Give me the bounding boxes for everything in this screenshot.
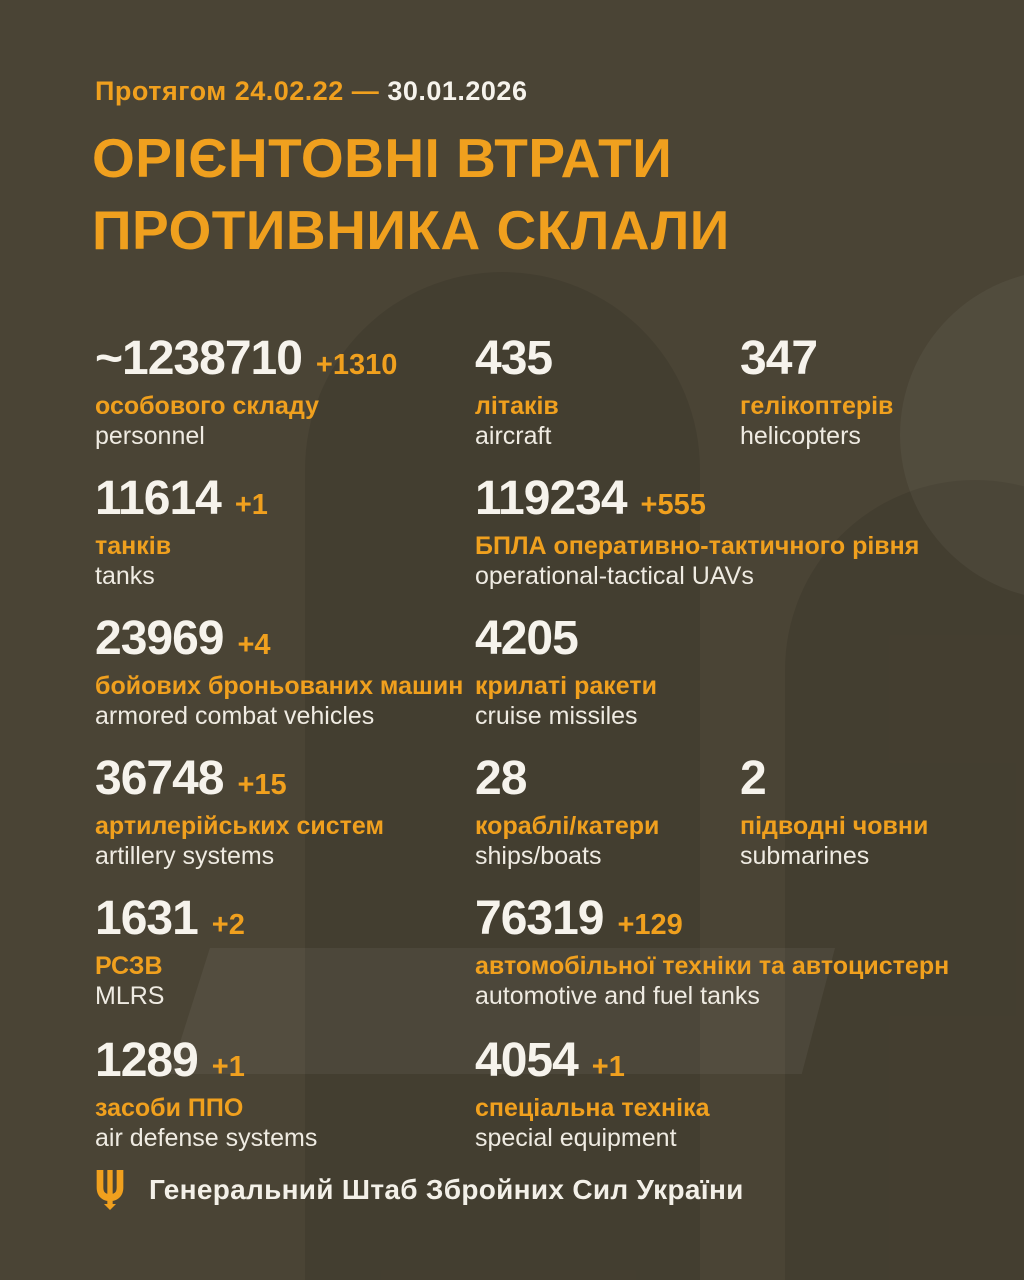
stat-helicopters <box>740 334 893 452</box>
stat-value: 28 <box>475 752 527 805</box>
watermark-trident-right-prong <box>785 480 1024 1280</box>
stat-label-en: special equipment <box>475 1124 677 1153</box>
stat-value: 1289 <box>95 1034 198 1087</box>
stat-label-en: artillery systems <box>95 842 275 871</box>
stat-value: 36748 <box>95 752 224 805</box>
stat-label-uk: гелікоптерів <box>740 392 894 421</box>
stat-label-uk: БПЛА оперативно-тактичного рівня <box>475 532 920 561</box>
stat-label-en: armored combat vehicles <box>95 702 375 731</box>
stat-label-uk: крилаті ракети <box>475 672 657 701</box>
period-prefix: Протягом 24.02.22 — <box>95 76 380 106</box>
stat-label-uk: кораблі/катери <box>475 812 660 841</box>
stat-value: ~1238710 <box>95 332 302 385</box>
stat-label-en: ships/boats <box>475 842 602 871</box>
stat-personnel <box>95 334 397 452</box>
stat-label-uk: літаків <box>475 392 559 421</box>
title-line-1: ОРІЄНТОВНІ ВТРАТИ <box>92 127 673 189</box>
organization-name: Генеральний Штаб Збройних Сил України <box>149 1174 744 1205</box>
stat-delta: +2 <box>211 909 245 941</box>
stat-label-en: tanks <box>95 562 155 591</box>
stat-label-en: helicopters <box>740 422 861 451</box>
stat-aircraft <box>475 334 566 452</box>
stat-value: 347 <box>740 332 818 385</box>
stat-label-en: MLRS <box>95 982 165 1011</box>
stat-delta: +1 <box>591 1051 625 1083</box>
stat-delta: +1 <box>211 1051 245 1083</box>
stat-label-uk: автомобільної техніки та автоцистерн <box>475 952 950 981</box>
reporting-period <box>95 76 527 107</box>
stat-special-equipment <box>475 1036 710 1154</box>
stat-value: 1631 <box>95 892 198 945</box>
stat-value: 4205 <box>475 612 578 665</box>
stat-label-en: submarines <box>740 842 870 871</box>
stat-submarines <box>740 754 928 872</box>
stat-ships <box>475 754 659 872</box>
stat-armored-vehicles <box>95 614 463 732</box>
stat-label-en: personnel <box>95 422 205 451</box>
stat-label-uk: артилерійських систем <box>95 812 384 841</box>
stat-mlrs <box>95 894 245 1012</box>
stat-label-uk: бойових броньованих машин <box>95 672 464 701</box>
stat-air-defense <box>95 1036 317 1154</box>
stat-delta: +15 <box>237 769 287 801</box>
stat-cruise-missiles <box>475 614 657 732</box>
stat-value: 2 <box>740 752 766 805</box>
stat-label-uk: засоби ППО <box>95 1094 244 1123</box>
stat-value: 76319 <box>475 892 604 945</box>
stat-label-uk: танків <box>95 532 172 561</box>
stat-delta: +1310 <box>315 349 398 381</box>
stat-label-en: air defense systems <box>95 1124 318 1153</box>
stat-vehicles-fuel-tanks <box>475 894 949 1012</box>
stat-value: 23969 <box>95 612 224 665</box>
stat-value: 435 <box>475 332 553 385</box>
stat-label-uk: підводні човни <box>740 812 929 841</box>
tryzub-trident-icon <box>95 1170 125 1210</box>
stat-label-uk: РСЗВ <box>95 952 163 981</box>
stat-value: 4054 <box>475 1034 578 1087</box>
stat-delta: +1 <box>234 489 268 521</box>
stat-label-uk: спеціальна техніка <box>475 1094 710 1123</box>
page-title <box>92 122 730 266</box>
stat-value: 11614 <box>95 472 221 525</box>
period-end-date: 30.01.2026 <box>387 76 528 106</box>
stat-label-uk: особового складу <box>95 392 320 421</box>
stat-delta: +129 <box>617 909 683 941</box>
stat-tanks <box>95 474 268 592</box>
stat-artillery <box>95 754 384 872</box>
stat-value: 119234 <box>475 472 627 525</box>
footer <box>95 1170 744 1210</box>
stat-label-en: automotive and fuel tanks <box>475 982 760 1011</box>
title-line-2: ПРОТИВНИКА СКЛАЛИ <box>92 199 730 261</box>
stat-delta: +555 <box>640 489 706 521</box>
stat-uavs <box>475 474 919 592</box>
stat-label-en: cruise missiles <box>475 702 638 731</box>
stat-label-en: aircraft <box>475 422 552 451</box>
stat-delta: +4 <box>237 629 271 661</box>
stat-label-en: operational-tactical UAVs <box>475 562 754 591</box>
